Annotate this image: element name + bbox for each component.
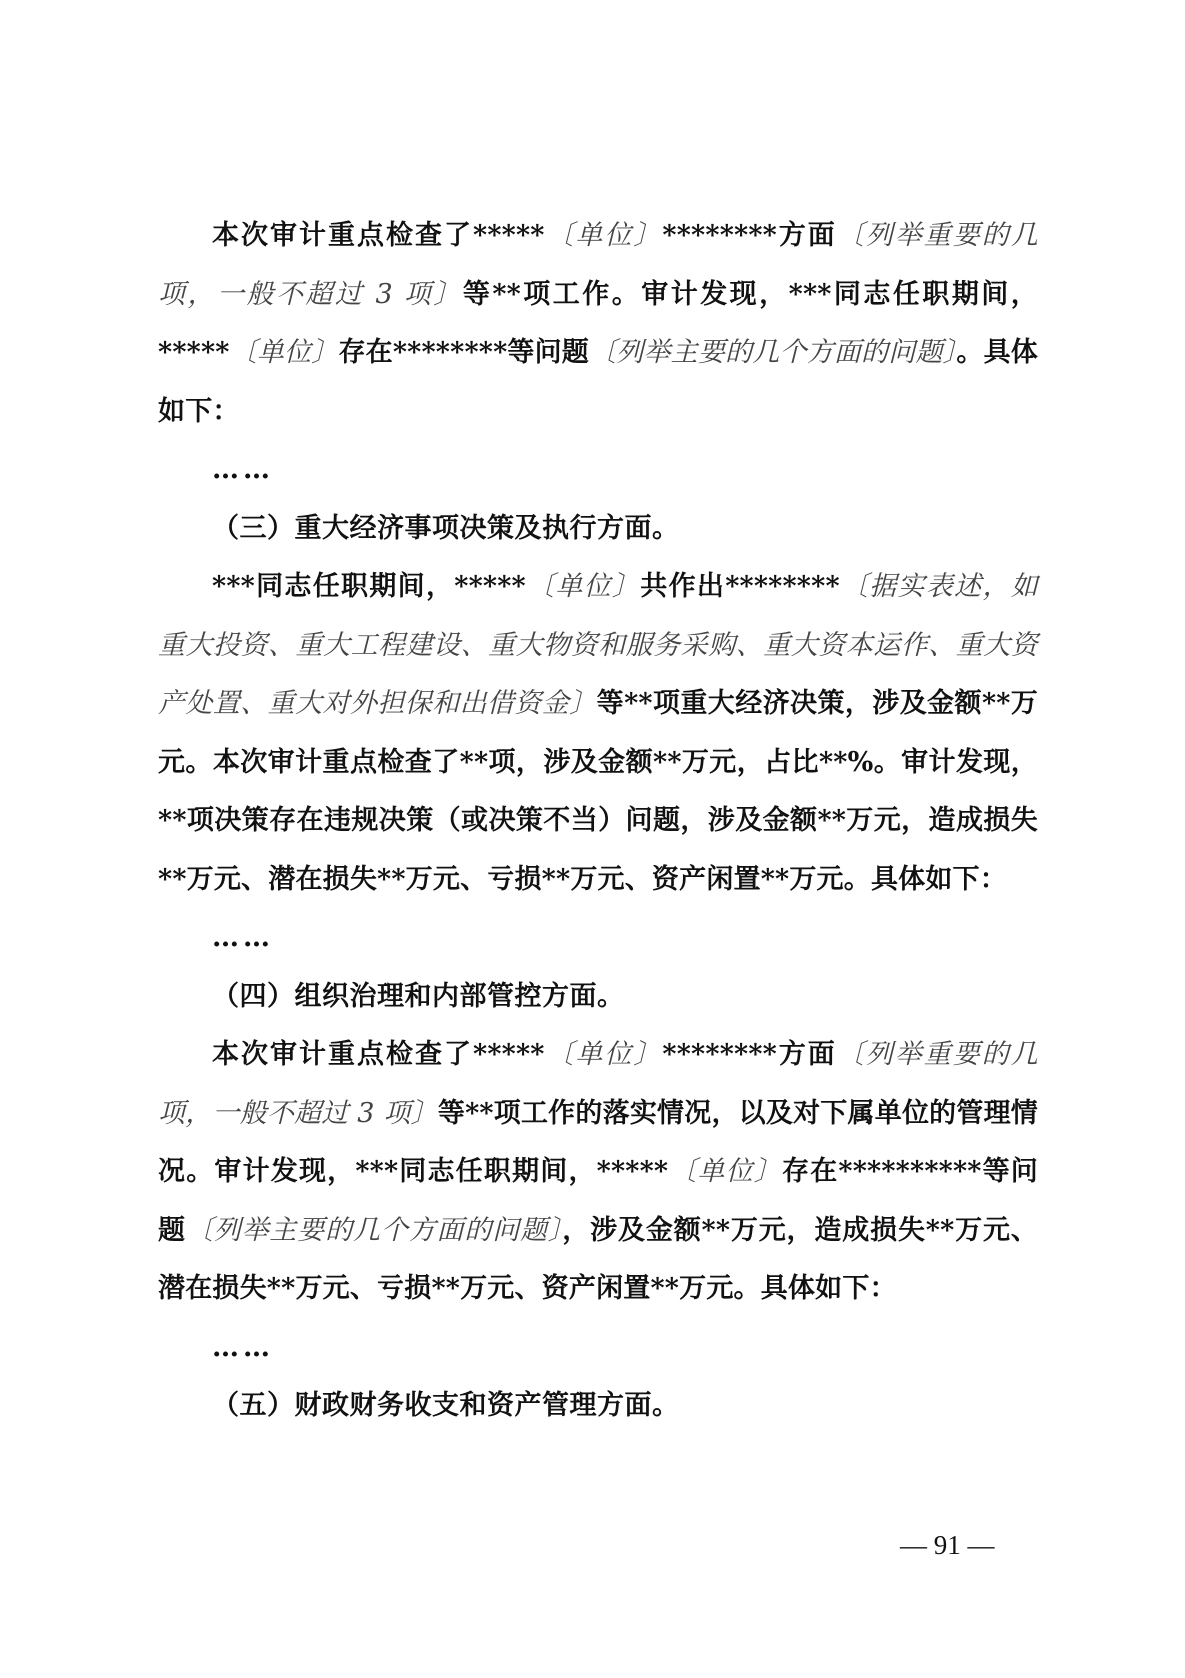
paragraph-text: ********方面 [662,220,837,251]
paragraph-text: 存在********等问题 [338,337,590,368]
template-note: 〔单位〕 [525,571,641,602]
document-body [158,207,1038,1436]
template-note: 〔列举主要的几个方面的问题〕 [589,337,957,368]
template-note: 〔列举重要的几项，一般不超过 3 项〕 [158,220,1038,310]
ellipsis-placeholder: …… [212,1331,274,1363]
section-heading: （四）组织治理和内部管控方面。 [212,980,625,1012]
body-paragraph [158,207,1038,441]
paragraph-text: ********方面 [662,1039,837,1070]
paragraph-text: 本次审计重点检查了***** [212,220,545,251]
ellipsis-placeholder: …… [212,922,274,953]
paragraph-text: ，涉及金额**万元，造成损失**万元、潜在损失**万元、亏损**万元、资产闲置**万元。具体如下： [158,1214,1039,1304]
template-note: 〔单位〕 [668,1156,783,1187]
paragraph-text: 存在**********等问题 [158,1156,1038,1246]
page-number: — 91 — [900,1530,995,1560]
template-note: 〔列举主要的几个方面的问题〕 [185,1214,563,1246]
template-note: 〔据实表述，如重大投资、重大工程建设、重大物资和服务采购、重大资本运作、重大资产处置、重大对外担保和出借资金〕 [158,571,1038,719]
section-heading: （五）财政财务收支和资产管理方面。 [212,1390,680,1421]
template-note: 〔单位〕 [544,1039,663,1070]
template-note: 〔列举重要的几项，一般不超过 3 项〕 [158,1039,1038,1129]
paragraph-text: 等**项工作。审计发现，***同志任职期间，***** [158,278,1038,368]
ellipsis-placeholder: …… [212,454,274,485]
section-heading: （三）重大经济事项决策及执行方面。 [212,512,680,544]
template-note: 〔单位〕 [544,220,663,251]
paragraph-text: ***同志任职期间，***** [212,571,526,602]
body-paragraph [158,1026,1038,1319]
paragraph-text: 等**项工作的落实情况，以及对下属单位的管理情况。审计发现，***同志任职期间，***** [158,1097,1038,1187]
paragraph-text: 本次审计重点检查了***** [212,1039,545,1070]
template-note: 〔单位〕 [229,337,339,368]
paragraph-text: 等**项重大经济决策，涉及金额**万元。本次审计重点检查了**项，涉及金额**万元，占比**%。审计发现，**项决策存在违规决策（或决策不当）问题，涉及金额**万元，造成损失**万元、潜在损失**万元、亏损**万元、资产闲置**万元。具体如下： [158,688,1039,895]
paragraph-text: 。具体如下： [158,337,1038,427]
paragraph-text: 共作出******** [640,571,840,602]
body-paragraph [158,558,1038,909]
